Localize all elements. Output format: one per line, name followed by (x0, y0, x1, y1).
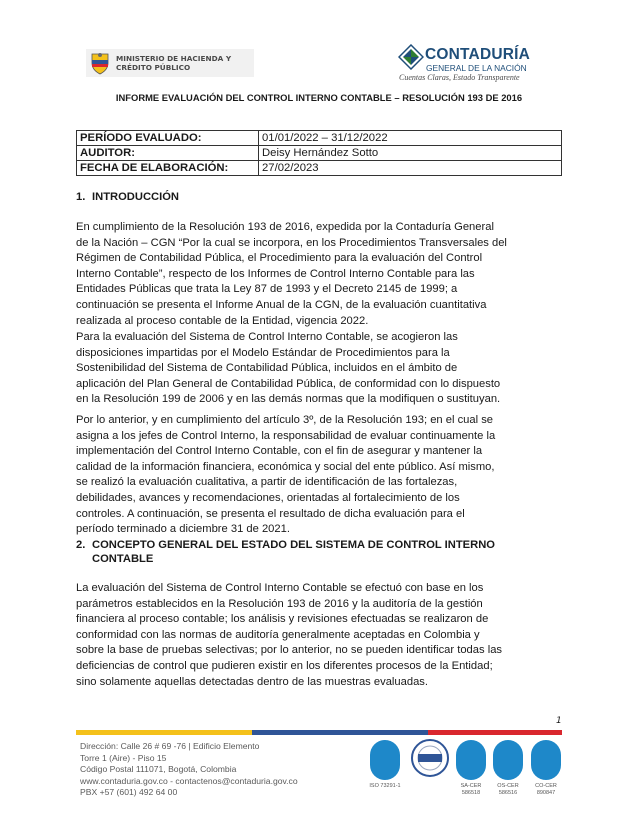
section-number: 1. (76, 191, 86, 203)
text-line: sino solamente aquellas detectadas dentro de las muestras evaluadas. (76, 675, 429, 688)
period-label: PERÍODO EVALUADO: (77, 131, 259, 146)
text-line: en la Resolución 199 de 2006 y en las demás normas que la modifiquen o sustituyan. (76, 393, 501, 406)
cgn-subtitle: GENERAL DE LA NACIÓN (426, 63, 527, 73)
section-2-heading-cont: CONTABLE (92, 553, 154, 565)
text-line: período terminado a diciembre 31 de 2021. (76, 523, 290, 536)
table-row (77, 161, 562, 176)
text-line: financiera al proceso contable; los análisis y revisiones efectuadas se realizaron de (76, 613, 489, 626)
icontec-iso-badge-icon (531, 740, 561, 780)
footer-postal: Código Postal 111071, Bogotá, Colombia (80, 764, 237, 775)
icontec-iso-badge-icon (493, 740, 523, 780)
text-line: realizada al proceso contable de la Entidad, vigencia 2022. (76, 314, 369, 327)
footer-phone: PBX +57 (601) 492 64 00 (80, 787, 178, 798)
section-2-heading (76, 539, 562, 551)
text-line: controles. A continuación, se presenta el resultado de dicha evaluación para el (76, 507, 465, 520)
table-row (77, 146, 562, 161)
cert-code: SA-CER 586518 (460, 783, 482, 796)
cert-code: ISO 73291-1 (369, 783, 401, 789)
coat-of-arms-icon (90, 51, 110, 75)
text-line: de la Nación – CGN “Por la cual se incorpora, en los Procedimientos Transversales del (76, 236, 507, 249)
text-line: Por lo anterior, y en cumplimiento del artículo 3º, de la Resolución 193; en el cual se (76, 414, 494, 426)
text-line: calidad de la información financiera, económica y social del ente público. Así mismo, (76, 460, 495, 473)
footer-address: Dirección: Calle 26 # 69 -76 | Edificio Elemento (80, 741, 260, 751)
section-title: INTRODUCCIÓN (92, 191, 180, 203)
cgn-emblem-icon (398, 44, 424, 70)
report-info-table (76, 130, 562, 176)
icontec-iso-badge-icon (370, 740, 400, 780)
text-line: Régimen de Contabilidad Pública, el Procedimiento para la evaluación del Control (76, 252, 483, 265)
footer-bar-yellow (76, 730, 252, 735)
auditor-label: AUDITOR: (77, 146, 259, 161)
footer-bar-blue (252, 730, 428, 735)
footer-tower: Torre 1 (Aire) - Piso 15 (80, 752, 167, 763)
page-number: 1 (556, 716, 562, 726)
paragraph-4 (76, 581, 562, 690)
text-line: deficiencias de control que pudieren existir en los diferentes procesos de la Entidad; (76, 659, 493, 672)
footer-contact (80, 741, 298, 799)
text-line: continuación se presenta el Informe Anual de la CGN, de la evaluación cuantitativa (76, 298, 487, 311)
text-line: conformidad con las normas de auditoría generalmente aceptadas en Colombia y (76, 628, 480, 641)
document-title: INFORME EVALUACIÓN DEL CONTROL INTERNO CONTABLE – RESOLUCIÓN 193 DE 2016 (115, 92, 523, 103)
text-line: parámetros establecidos en la Resolución 193 de 2016 y la auditoría de la gestión (76, 597, 483, 610)
text-line: se realizó la evaluación cualitativa, a partir de identificación de las fortalezas, (76, 476, 458, 489)
section-1-heading (76, 191, 179, 203)
text-line: Para la evaluación del Sistema de Control Interno Contable, se acogieron las (76, 331, 458, 343)
text-line: disposiciones impartidas por el Modelo Estándar de Procedimientos para la (76, 346, 450, 359)
date-value: 27/02/2023 (259, 161, 562, 176)
period-value: 01/01/2022 – 31/12/2022 (259, 131, 562, 146)
section-title: CONCEPTO GENERAL DEL ESTADO DEL SISTEMA DE CONTROL INTERNO (92, 539, 495, 551)
text-line: aplicación del Plan General de Contabilidad Pública, de conformidad con lo dispuesto (76, 377, 501, 390)
date-label: FECHA DE ELABORACIÓN: (77, 161, 259, 176)
footer-web-email: www.contaduria.gov.co - contactenos@contaduria.gov.co (80, 775, 298, 786)
section-number: 2. (76, 539, 86, 551)
ministry-logo (86, 49, 254, 77)
paragraph-3 (76, 413, 562, 538)
cert-code: CO-CER 890847 (535, 783, 557, 796)
text-line: implementación del Control Interno Contable, con el fin de asegurar y mantener la (76, 445, 483, 458)
text-line: En cumplimiento de la Resolución 193 de 2016, expedida por la Contaduría General (76, 221, 494, 233)
paragraph-1 (76, 220, 562, 329)
auditor-value: Deisy Hernández Sotto (259, 146, 562, 161)
text-line: sobre la base de pruebas selectivas; por lo anterior, no se pueden identificar todas las (76, 644, 503, 657)
text-line: asigna a los jefes de Control Interno, la responsabilidad de evaluar continuamente la (76, 429, 496, 442)
footer-bar-red (428, 730, 562, 735)
cgn-logo (398, 44, 548, 84)
text-line: Sostenibilidad del Sistema de Contabilidad Pública, incluidos en el ámbito de (76, 362, 458, 375)
text-line: Entidades Públicas que trata la Ley 87 de 1993 y el Decreto 2145 de 1999; a (76, 283, 458, 296)
ministry-line-1: MINISTERIO DE HACIENDA Y (116, 54, 232, 63)
ministry-line-2: CRÉDITO PÚBLICO (116, 63, 191, 72)
ministry-name (116, 54, 231, 72)
text-line: Interno Contable”, respecto de los Informes de Control Interno Contable para las (76, 267, 475, 280)
table-row (77, 131, 562, 146)
text-line: debilidades, avances y recomendaciones, orientadas al fortalecimiento de los (76, 491, 460, 504)
cgn-name: CONTADURÍA (425, 46, 531, 63)
icontec-iso-badge-icon (456, 740, 486, 780)
paragraph-2 (76, 330, 562, 408)
iqnet-badge-icon (410, 738, 450, 782)
cert-code: OS-CER 586516 (497, 783, 519, 796)
text-line: La evaluación del Sistema de Control Interno Contable se efectuó con base en los (76, 582, 484, 594)
cgn-slogan: Cuentas Claras, Estado Transparente (399, 73, 520, 82)
